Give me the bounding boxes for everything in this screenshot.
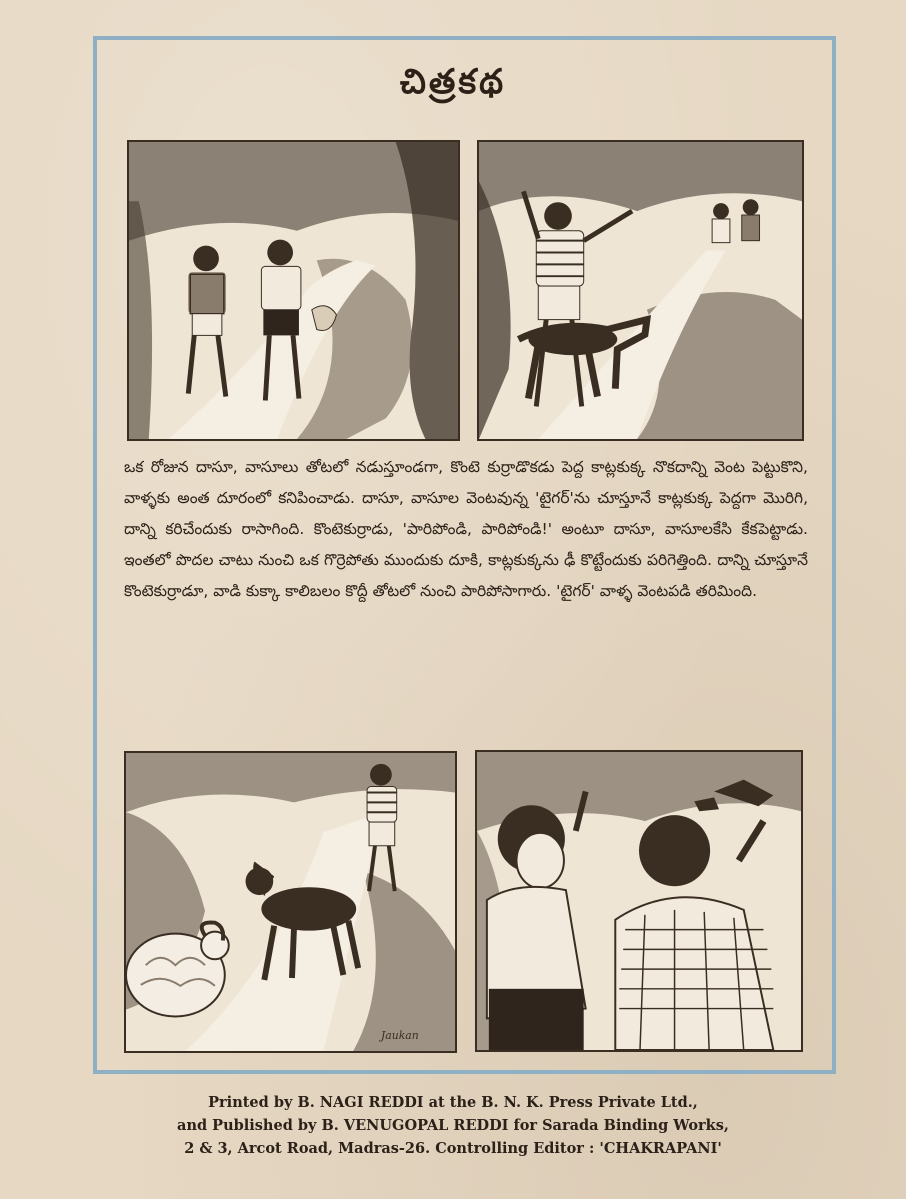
- boy-with-dog-illustration: [479, 142, 802, 439]
- printer-credit: [120, 1091, 786, 1160]
- boys-laughing-illustration: [477, 752, 801, 1050]
- artist-signature: Jaukan: [380, 1029, 419, 1043]
- panel-boy-with-dog-pointing: [477, 140, 804, 441]
- panel-boys-laughing: [475, 750, 803, 1052]
- credit-line-1: Printed by B. NAGI REDDI at the B. N. K. Press Private Ltd.,: [208, 1094, 698, 1111]
- credit-line-3: 2 & 3, Arcot Road, Madras-26. Controlling Editor : 'CHAKRAPANI': [184, 1140, 722, 1157]
- story-text: ఒక రోజున దాసూ, వాసూలు తోటలో నడుస్తూండగా, కొంటె కుర్రాడొకడు పెద్ద కాట్లకుక్క నొకదాన్ని వెంట పెట్టుకొని, వాళ్ళకు అంత దూరంలో కనిపించాడు. దాసూ, వాసూల వెంటవున్న 'టైగర్'ను చూస్తూనే కాట్లకుక్క పెద్దగా మొరిగి, దాన్ని కరిచేందుకు రాసాగింది. కొంటెకుర్రాడు, 'పారిపోండి, పారిపోండి!' అంటూ దాసూ, వాసూలకేసి కేకపెట్టాడు. ఇంతలో పొదల చాటు నుంచి ఒక గొర్రెపోతు ముందుకు దూకి, కాట్లకుక్కను ఢీ కొట్టేందుకు పరిగెత్తింది. దాన్ని చూస్తూనే కొంటెకుర్రాడూ, వాడి కుక్కా కాలిబలం కొద్దీ తోటలో నుంచి పారిపోసాగారు. 'టైగర్' వాళ్ళ వెంటపడి తరిమింది.: [124, 458, 808, 600]
- page-title: చిత్రకథ: [399, 62, 507, 102]
- panel-ram-and-dog: [124, 751, 457, 1053]
- two-boys-walking-illustration: [129, 142, 458, 439]
- credit-line-2: and Published by B. VENUGOPAL REDDI for Sarada Binding Works,: [177, 1117, 729, 1134]
- panel-two-boys-walking: [127, 140, 460, 441]
- ram-and-dog-illustration: [126, 753, 455, 1051]
